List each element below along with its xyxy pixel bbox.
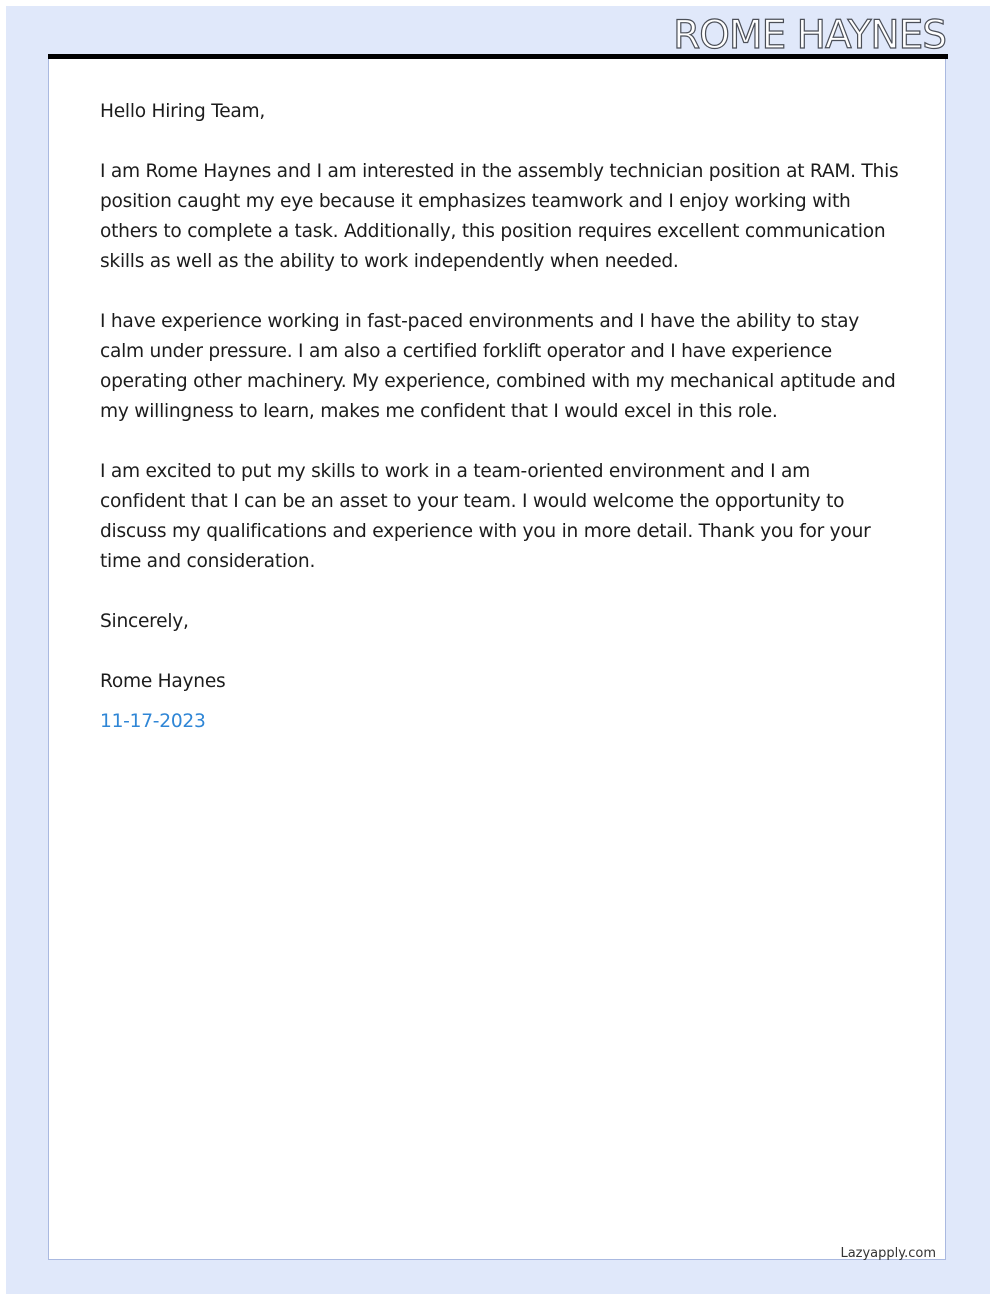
footer-brand: Lazyapply.com xyxy=(840,1246,936,1261)
closing-salutation: Sincerely, xyxy=(100,611,189,632)
paragraph-intro: I am Rome Haynes and I am interested in the assembly technician position at RAM. This position caught my eye because it emphasizes teamwork and I enjoy working with others to complete a task. Additionally, this position requires excellent communication skills as well as the ability to work independently when needed. xyxy=(100,161,899,272)
letter-body xyxy=(100,97,900,767)
letter-date: 11-17-2023 xyxy=(100,711,206,732)
greeting: Hello Hiring Team, xyxy=(100,101,266,122)
paragraph-closing: I am excited to put my skills to work in a team-oriented environment and I am confident that I can be an asset to your team. I would welcome the opportunity to discuss my qualifications and experience with you in more detail. Thank you for your time and consideration. xyxy=(100,461,871,572)
paragraph-experience: I have experience working in fast-paced environments and I have the ability to stay calm under pressure. I am also a certified forklift operator and I have experience operating other machinery. My experience, combined with my mechanical aptitude and my willingness to learn, makes me confident that I would excel in this role. xyxy=(100,311,896,422)
signature-name: Rome Haynes xyxy=(100,671,226,692)
applicant-name-title: ROME HAYNES xyxy=(673,13,946,58)
